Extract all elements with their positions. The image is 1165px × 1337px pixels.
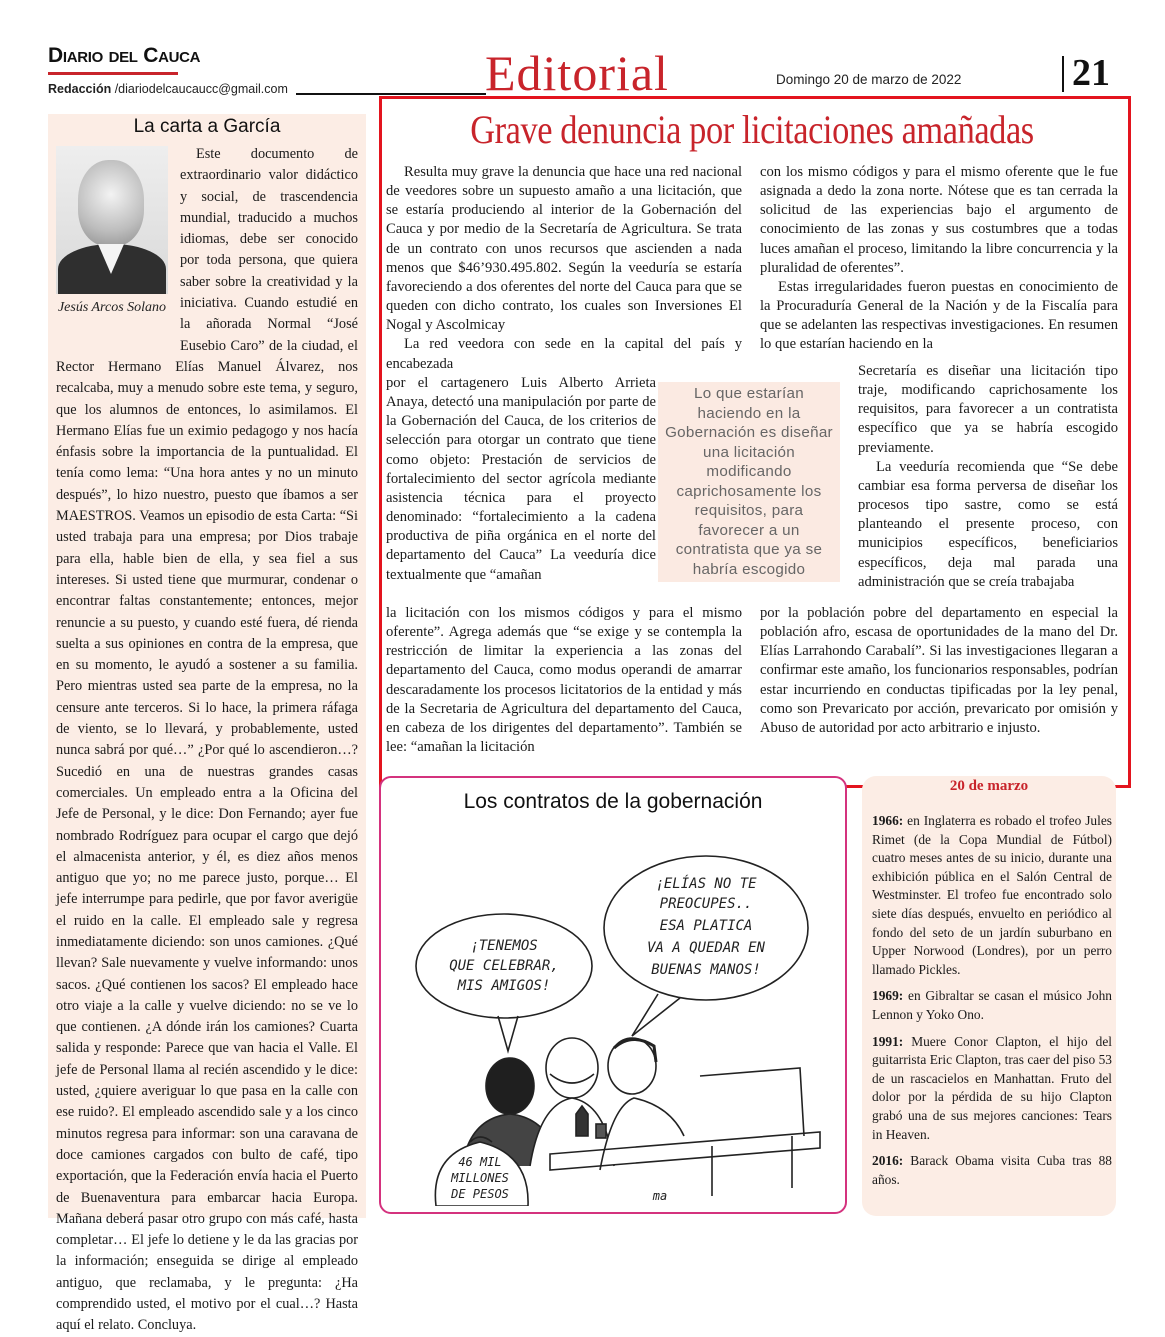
masthead-rule <box>296 93 486 95</box>
efemerides-title: 20 de marzo <box>949 778 1029 792</box>
editorial-paragraph: Estas irregularidades fueron puestas en conocimiento de la Procuraduría General de la Nación y de la Fiscalía para que se adelanten las respectivas investigaciones. En resumen lo que estarían haciendo en la <box>760 278 1118 353</box>
opinion-column-title: La carta a García <box>133 116 281 137</box>
cartoon-illustration <box>400 836 830 1206</box>
section-title: Editorial <box>485 45 669 94</box>
efemerides-list <box>872 812 1112 1197</box>
efemerides-year: 1991: <box>872 1033 904 1049</box>
bubble-left-line: QUE CELEBRAR, <box>449 958 559 974</box>
efemerides-year: 1966: <box>872 813 904 828</box>
sack-text-line: MILLONES <box>451 1171 509 1185</box>
editorial-column-1-bottom <box>386 604 742 757</box>
bubble-left-line: MIS AMIGOS! <box>457 978 551 994</box>
editorial-headline: Grave denuncia por licitaciones amañadas <box>470 107 1034 152</box>
bubble-left-line: ¡TENEMOS <box>470 938 538 954</box>
efemerides-entry <box>872 1033 1112 1145</box>
newspaper-brand: Diario del Cauca <box>48 44 201 67</box>
redaccion-email: /diariodelcaucaucc@gmail.com <box>111 82 288 96</box>
bubble-right-line: VA A QUEDAR EN <box>646 940 766 956</box>
figure-left-head <box>486 1058 534 1114</box>
editorial-paragraph: La red veedora con sede en la capital del país y encabezada <box>386 336 742 372</box>
sack-text-line: DE PESOS <box>451 1187 509 1201</box>
editorial-column-1-top <box>386 163 742 374</box>
efemerides-text: Barack Obama visita Cuba tras 88 años. <box>872 1153 1112 1187</box>
bubble-right-line: ESA PLATICA <box>659 918 753 934</box>
bottle <box>576 1106 588 1136</box>
editorial-column-2-top <box>760 163 1118 355</box>
editorial-column-2-bottom <box>760 604 1118 738</box>
efemerides-year: 1969: <box>872 988 904 1004</box>
editorial-paragraph-continued: Secretaría es diseñar una licitación tipo traje, modificando caprichosamente los requisitos, para favorecer a un contratista específico que ya se habría escogido previamente. <box>858 363 1118 456</box>
opinion-column-body <box>56 144 358 1337</box>
efemerides-text: en Inglaterra es robado el trofeo Jules Rimet (de la Copa Mundial de Fútbol) cuatro meses antes de su inicio, durante una exhibición pública en el Salón Central de Westminster. El trofeo fue encontrado solo siete días después, envuelto en periódico al fondo del seto de un jardín suburbano en Upper Norwood (Londres), por un perro llamado Pickles. <box>872 813 1112 977</box>
efemerides-entry <box>872 812 1112 979</box>
opinion-paragraph: Este documento de extraordinario valor didáctico y social, de trascendencia mundial, traducido a muchos idiomas, debe ser conocido por toda persona, que quiera saber sobre la creatividad y la iniciativa. Cuando estudié en la añorada Normal “José Eusebio Caro” de la ciudad, el Rector Hermano Elías Manuel Álvarez, nos recalcaba, muy a menudo sobre este tema, y seguro, que los alumnos de entonces, lo asimilamos. El Hermano Elías fue un eximio pedagogo y nos hacía énfasis sobre la importancia de la puntualidad. El tenía como lema: “Una hora antes y no un minuto después”, lo hizo nuestro, puesto que íbamos a ser MAESTROS. Veamos un episodio de esta Carta: “Si usted trabaja para una empresa; por Dios trabaje para ella, hable bien de ella, y sea fiel a sus intereses. Si usted tiene que murmurar, condenar o encontrar faltas constantemente; entonces, mejor renuncie a su puesto, y cuando esté fuera, dé rienda suelta a sus opiniones en contra de la empresa, que en su momento, le ayudó a sostener a su familia. Pero mientras usted sea parte de la empresa, no la censure ante terceros. Si lo hace, la primera ráfaga de viento, se lo llevará, y probablemente, usted nunca sabrá por qué…” ¿Por qué lo ascendieron…? Sucedió en una de nuestras grandes casas comerciales. Un empleado entra a la Oficina del Jefe de Personal, y le dice: Don Fernando; ayer fue nombrado Rodríguez para ocupar el cargo que dejó el almacenista anterior, y él, es diez años menos antiguo que yo; no me parece justo, porque… El jefe interrumpe para pedirle, que por favor averigüe el ruido en la calle. El empleado sale y regresa inmediatamente diciendo: son unos camiones. ¿Qué llevan? Sale nuevamente y vuelve informando: unos sacos. ¿Qué contienen los sacos? El empleado hace otro viaje a la calle y vuelve diciendo: no se ve lo que contienen. ¿A dónde irán los camiones? Cuarta salida y responde: Parece que van hacia el Valle. El jefe de Personal llama al recién ascendido y le dice: usted, ¿quiere averiguar lo que pasa en la calle con ese ruido?. El empleado ascendido sale y a los cinco minutos regresa para informar: son una caravana de doce camiones cargados con bulto de café, tipo exportación, que la Federación envía hacia el Puerto de Buenaventura para embarcar hacia Europa. Mañana deberá pasar otro grupo con más café, hasta completar… El jefe lo detiene y le da las gracias por la información; enseguida se dirige al empleado antiguo, que reclamaba, y le pregunta: ¿Ha comprendido usted, el motivo por el cual…? Hasta aquí el relato. Concluya. <box>56 146 358 1334</box>
sack-text-line: 46 MIL <box>458 1155 502 1169</box>
page-number: 21 <box>1072 52 1110 94</box>
cartoon-title: Los contratos de la gobernación <box>463 790 763 813</box>
editorial-paragraph-continued: por la población pobre del departamento en especial la población afro, escasa de oportunidades de la mano del Dr. Elías Larrahondo Carabalí”. Si las investigaciones llegaran a confirmar este amaño, los funcionarios responsables, podrían estar incurriendo en conductas tipificadas por la ley penal, como son Prevaricato por acción, prevaricato por omisión y Abuso de autoridad por acto arbitrario e injusto. <box>760 605 1118 736</box>
efemerides-year: 2016: <box>872 1153 904 1169</box>
pull-quote: Lo que estarían haciendo en la Gobernación es diseñar una licitación modificando caprichosamente los requisitos, para favorecer a un contratista que ya se habría escogido <box>658 382 840 582</box>
efemerides-entry <box>872 987 1112 1024</box>
editorial-paragraph: Resulta muy grave la denuncia que hace una red nacional de veedores sobre un supuesto amaño a una licitación, que se estaría produciendo al interior de la Gobernación del Cauca y por medio de la Secretaría de Agricultura. Se trata de un contrato con unos recursos que ascienden a nada menos que $46’930.495.802. Según la veeduría se estaría favoreciendo a dos oferentes del norte del Cauca para que se queden con dicho contrato, los cuales son Inversiones El Nogal y Ascolmicay <box>386 164 742 334</box>
cartoonist-signature: ma <box>652 1189 668 1203</box>
chair <box>700 1068 804 1196</box>
editorial-paragraph: La veeduría recomienda que “Se debe cambiar esa forma perversa de diseñar los procesos tipo sastre, como se está planteando el presente proceso, con municipios específicos, beneficiarios específicos, deja mal parada una administración que se creía trabajaba <box>858 458 1118 590</box>
efemerides-text: Muere Conor Clapton, el hijo del guitarrista Eric Clapton, tras caer del piso 53 de un rascacielos en Manhattan. Fruto del dolor por la pérdida de su hijo Clapton grabó una de sus mejores canciones: Tears in Heaven. <box>872 1033 1112 1142</box>
issue-date: Domingo 20 de marzo de 2022 <box>776 72 962 87</box>
editorial-paragraph-continued: la licitación con los mismos códigos y para el mismo oferente”. Agrega además que “se exige y se contempla la restricción de limitar la experiencia a las zonas del departamento del Cauca, como modus operandi de amarrar descaradamente los procesos licitatorios de la entidad y más de la Secretaria de Agricultura del departamento del Cauca, en cabeza de los dirigentes del departamento”. También se lee: “amañan la licitación <box>386 605 742 756</box>
brand-underline <box>48 72 178 75</box>
editorial-paragraph-continued: por el cartagenero Luis Alberto Arrieta Anaya, detectó una manipulación por parte de la Gobernación del Cauca, de los criterios de selección para otorgar un contrato que tiene como objeto: Prestación de servicios de fortalecimiento del sector agrícola mediante asistencia técnica para el proyecto denominado: “fortalecimiento a la cadena productiva de piña orgánica en el norte del departamento del Cauca” La veeduría dice textualmente que “amañan <box>386 375 656 583</box>
redaccion-line <box>48 82 288 96</box>
redaccion-label: Redacción <box>48 82 112 96</box>
bubble-right-line: BUENAS MANOS! <box>651 962 761 978</box>
editorial-paragraph-continued: con los mismo códigos y para el mismo oferente que le fue asignada a dedo la zona norte. Nótese que es tan cerrada la solicitud de las experiencias bajo el argumento de conocimiento de las zonas y sus costumbres que a todas luces amañan el proceso, limitando la libre concurrencia y la pluralidad de oferentes”. <box>760 164 1118 276</box>
efemerides-text: en Gibraltar se casan el músico John Lennon y Yoko Ono. <box>872 988 1112 1022</box>
glass <box>596 1124 606 1138</box>
bubble-right-line: ¡ELÍAS NO TE <box>655 876 757 892</box>
page-number-separator <box>1062 56 1064 92</box>
editorial-column-1-middle <box>386 374 656 585</box>
figure-middle-head <box>546 1038 598 1098</box>
bubble-right-line: PREOCUPES.. <box>659 896 753 912</box>
author-name: Jesús Arcos Solano <box>57 300 167 315</box>
editorial-column-2-middle <box>858 362 1118 592</box>
efemerides-entry <box>872 1152 1112 1189</box>
